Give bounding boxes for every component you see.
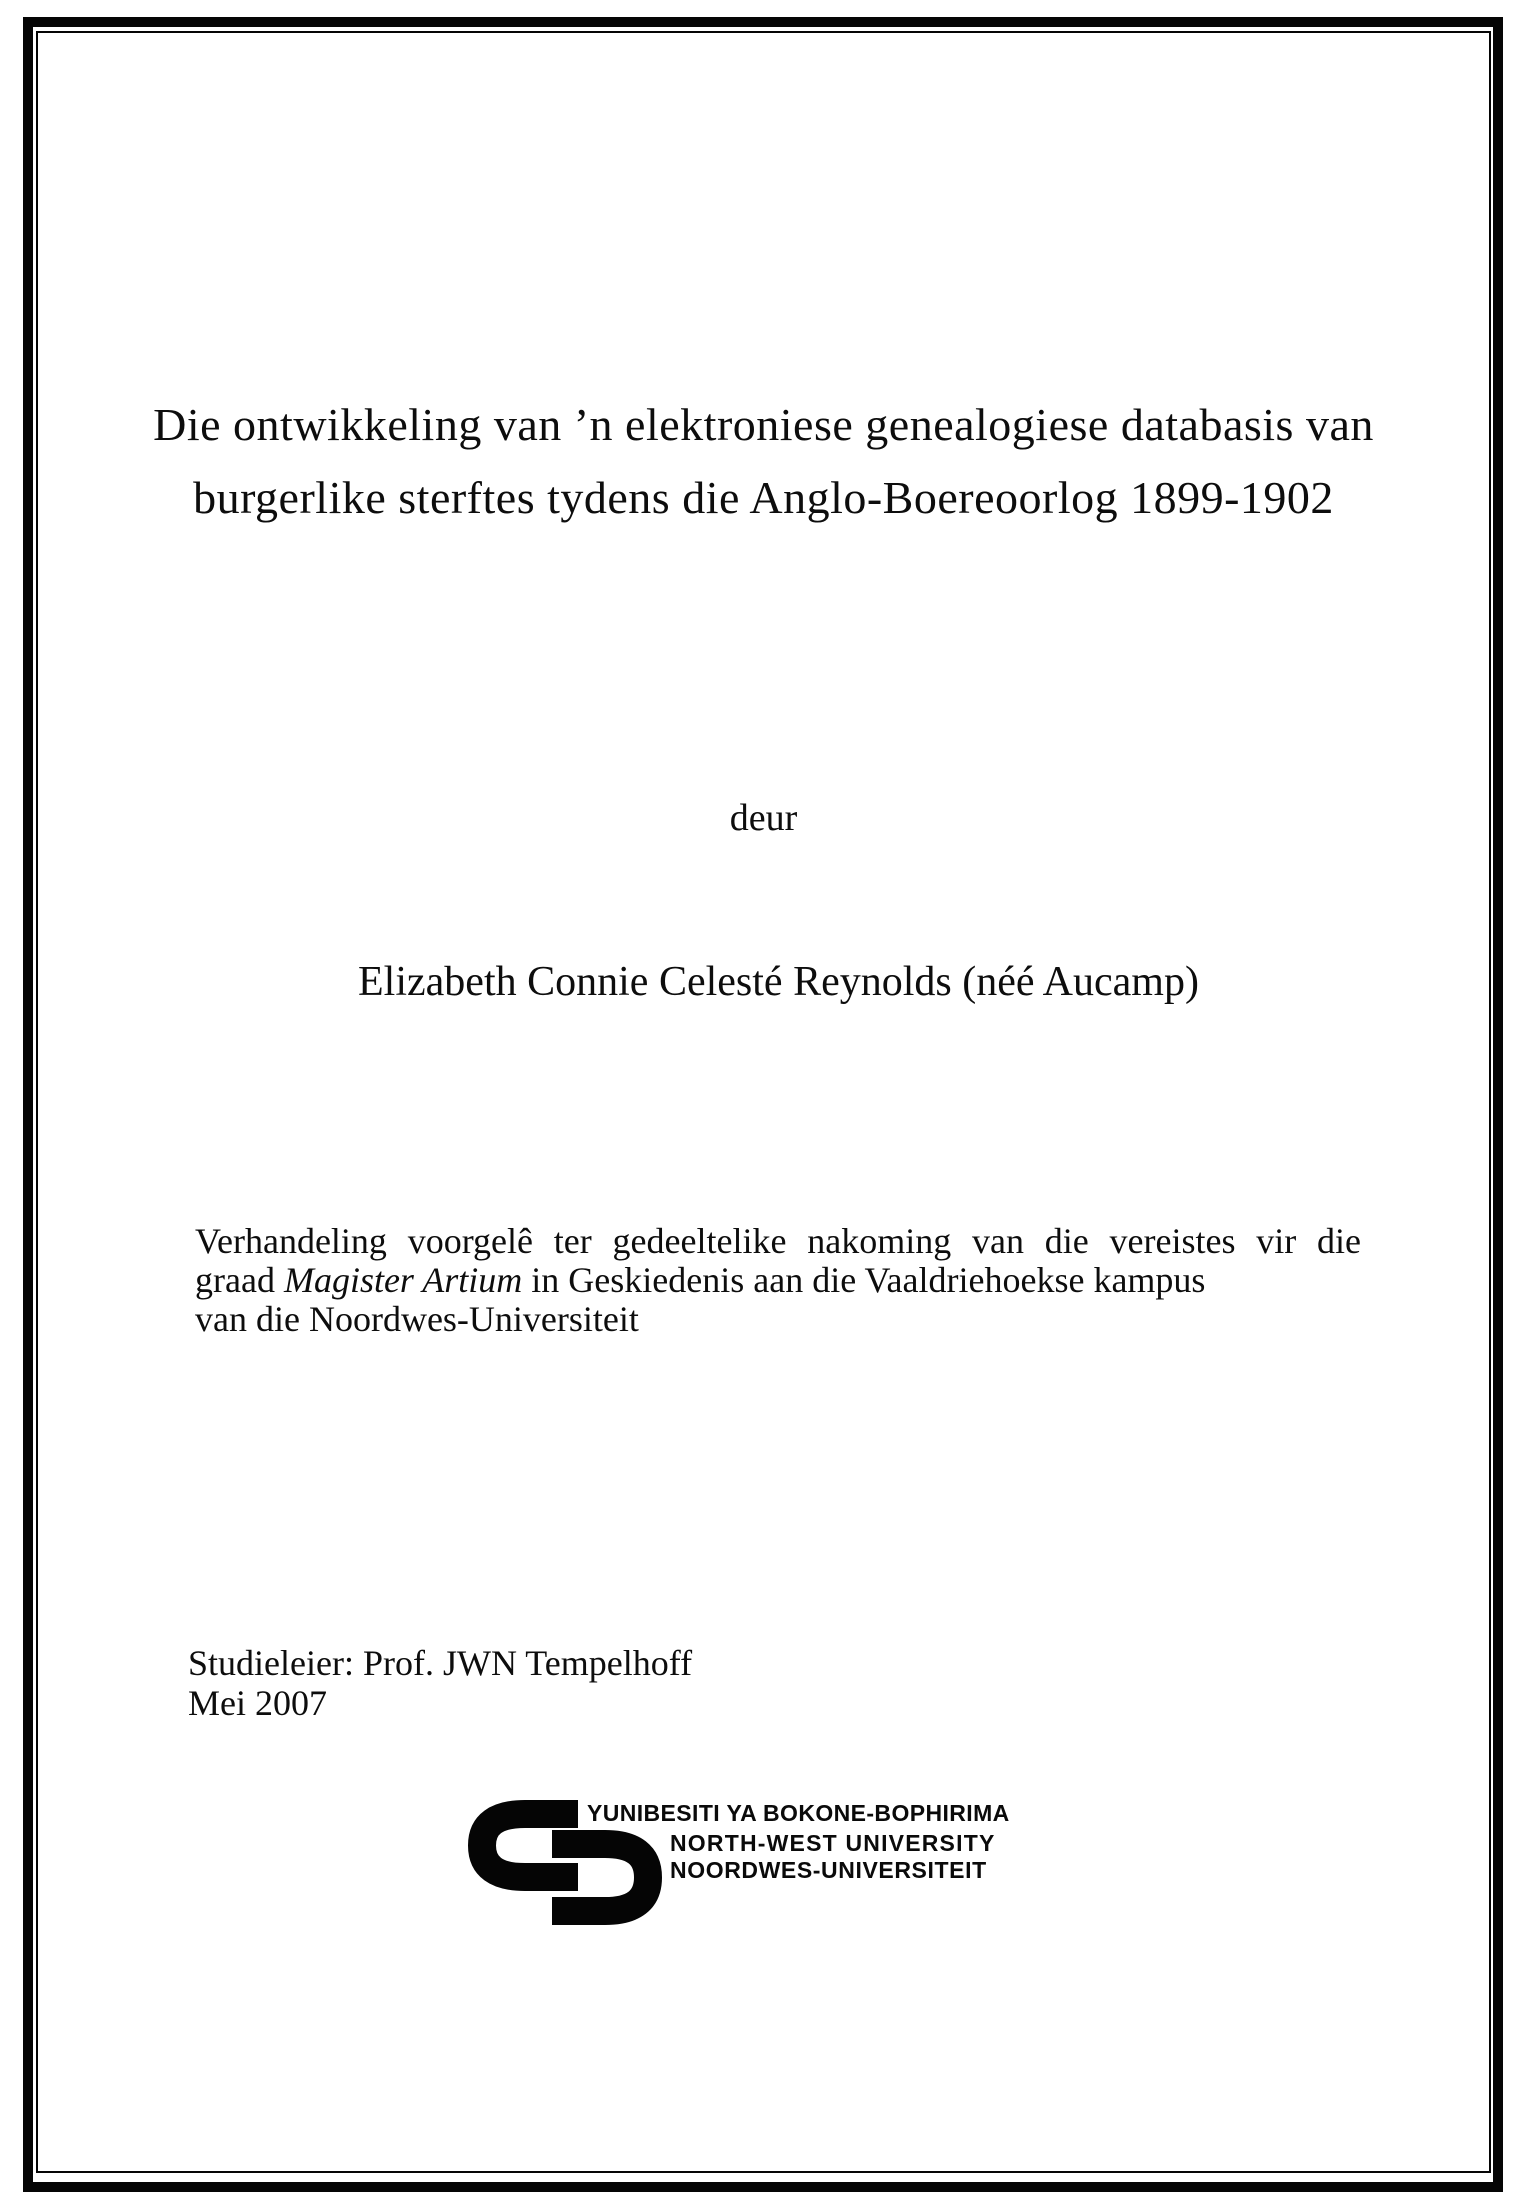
thesis-title [80, 388, 1447, 534]
logo-text-line-3: NOORDWES-UNIVERSITEIT [670, 1857, 987, 1883]
degree-name-italic: Magister Artium [283, 1260, 523, 1300]
supervisor-line: Studieleier: Prof. JWN Tempelhoff [188, 1643, 693, 1683]
thesis-title-line-1: Die ontwikkeling van ’n elektroniese genealogiese databasis van [153, 399, 1374, 450]
declaration-line-2-post: in Geskiedenis aan die Vaaldriehoekse kampus [522, 1260, 1206, 1300]
date-line: Mei 2007 [188, 1683, 327, 1723]
byline-deur: deur [729, 797, 798, 839]
declaration-line-3: van die Noordwes-Universiteit [195, 1299, 639, 1339]
declaration-paragraph [195, 1222, 1361, 1339]
logo-text-line-1: YUNIBESITI YA BOKONE-BOPHIRIMA [587, 1800, 1010, 1826]
author-name: Elizabeth Connie Celesté Reynolds (néé Aucamp) [358, 959, 1199, 1005]
thesis-title-line-2: burgerlike sterftes tydens die Anglo-Boereoorlog 1899-1902 [193, 472, 1334, 523]
logo-text-line-2: NORTH-WEST UNIVERSITY [670, 1830, 996, 1856]
declaration-line-2-pre: graad [195, 1260, 284, 1300]
credits-block [188, 1643, 692, 1723]
declaration-line-2 [195, 1261, 1361, 1300]
declaration-line-1: Verhandeling voorgelê ter gedeeltelike nakoming van die vereistes vir die [195, 1221, 1361, 1261]
